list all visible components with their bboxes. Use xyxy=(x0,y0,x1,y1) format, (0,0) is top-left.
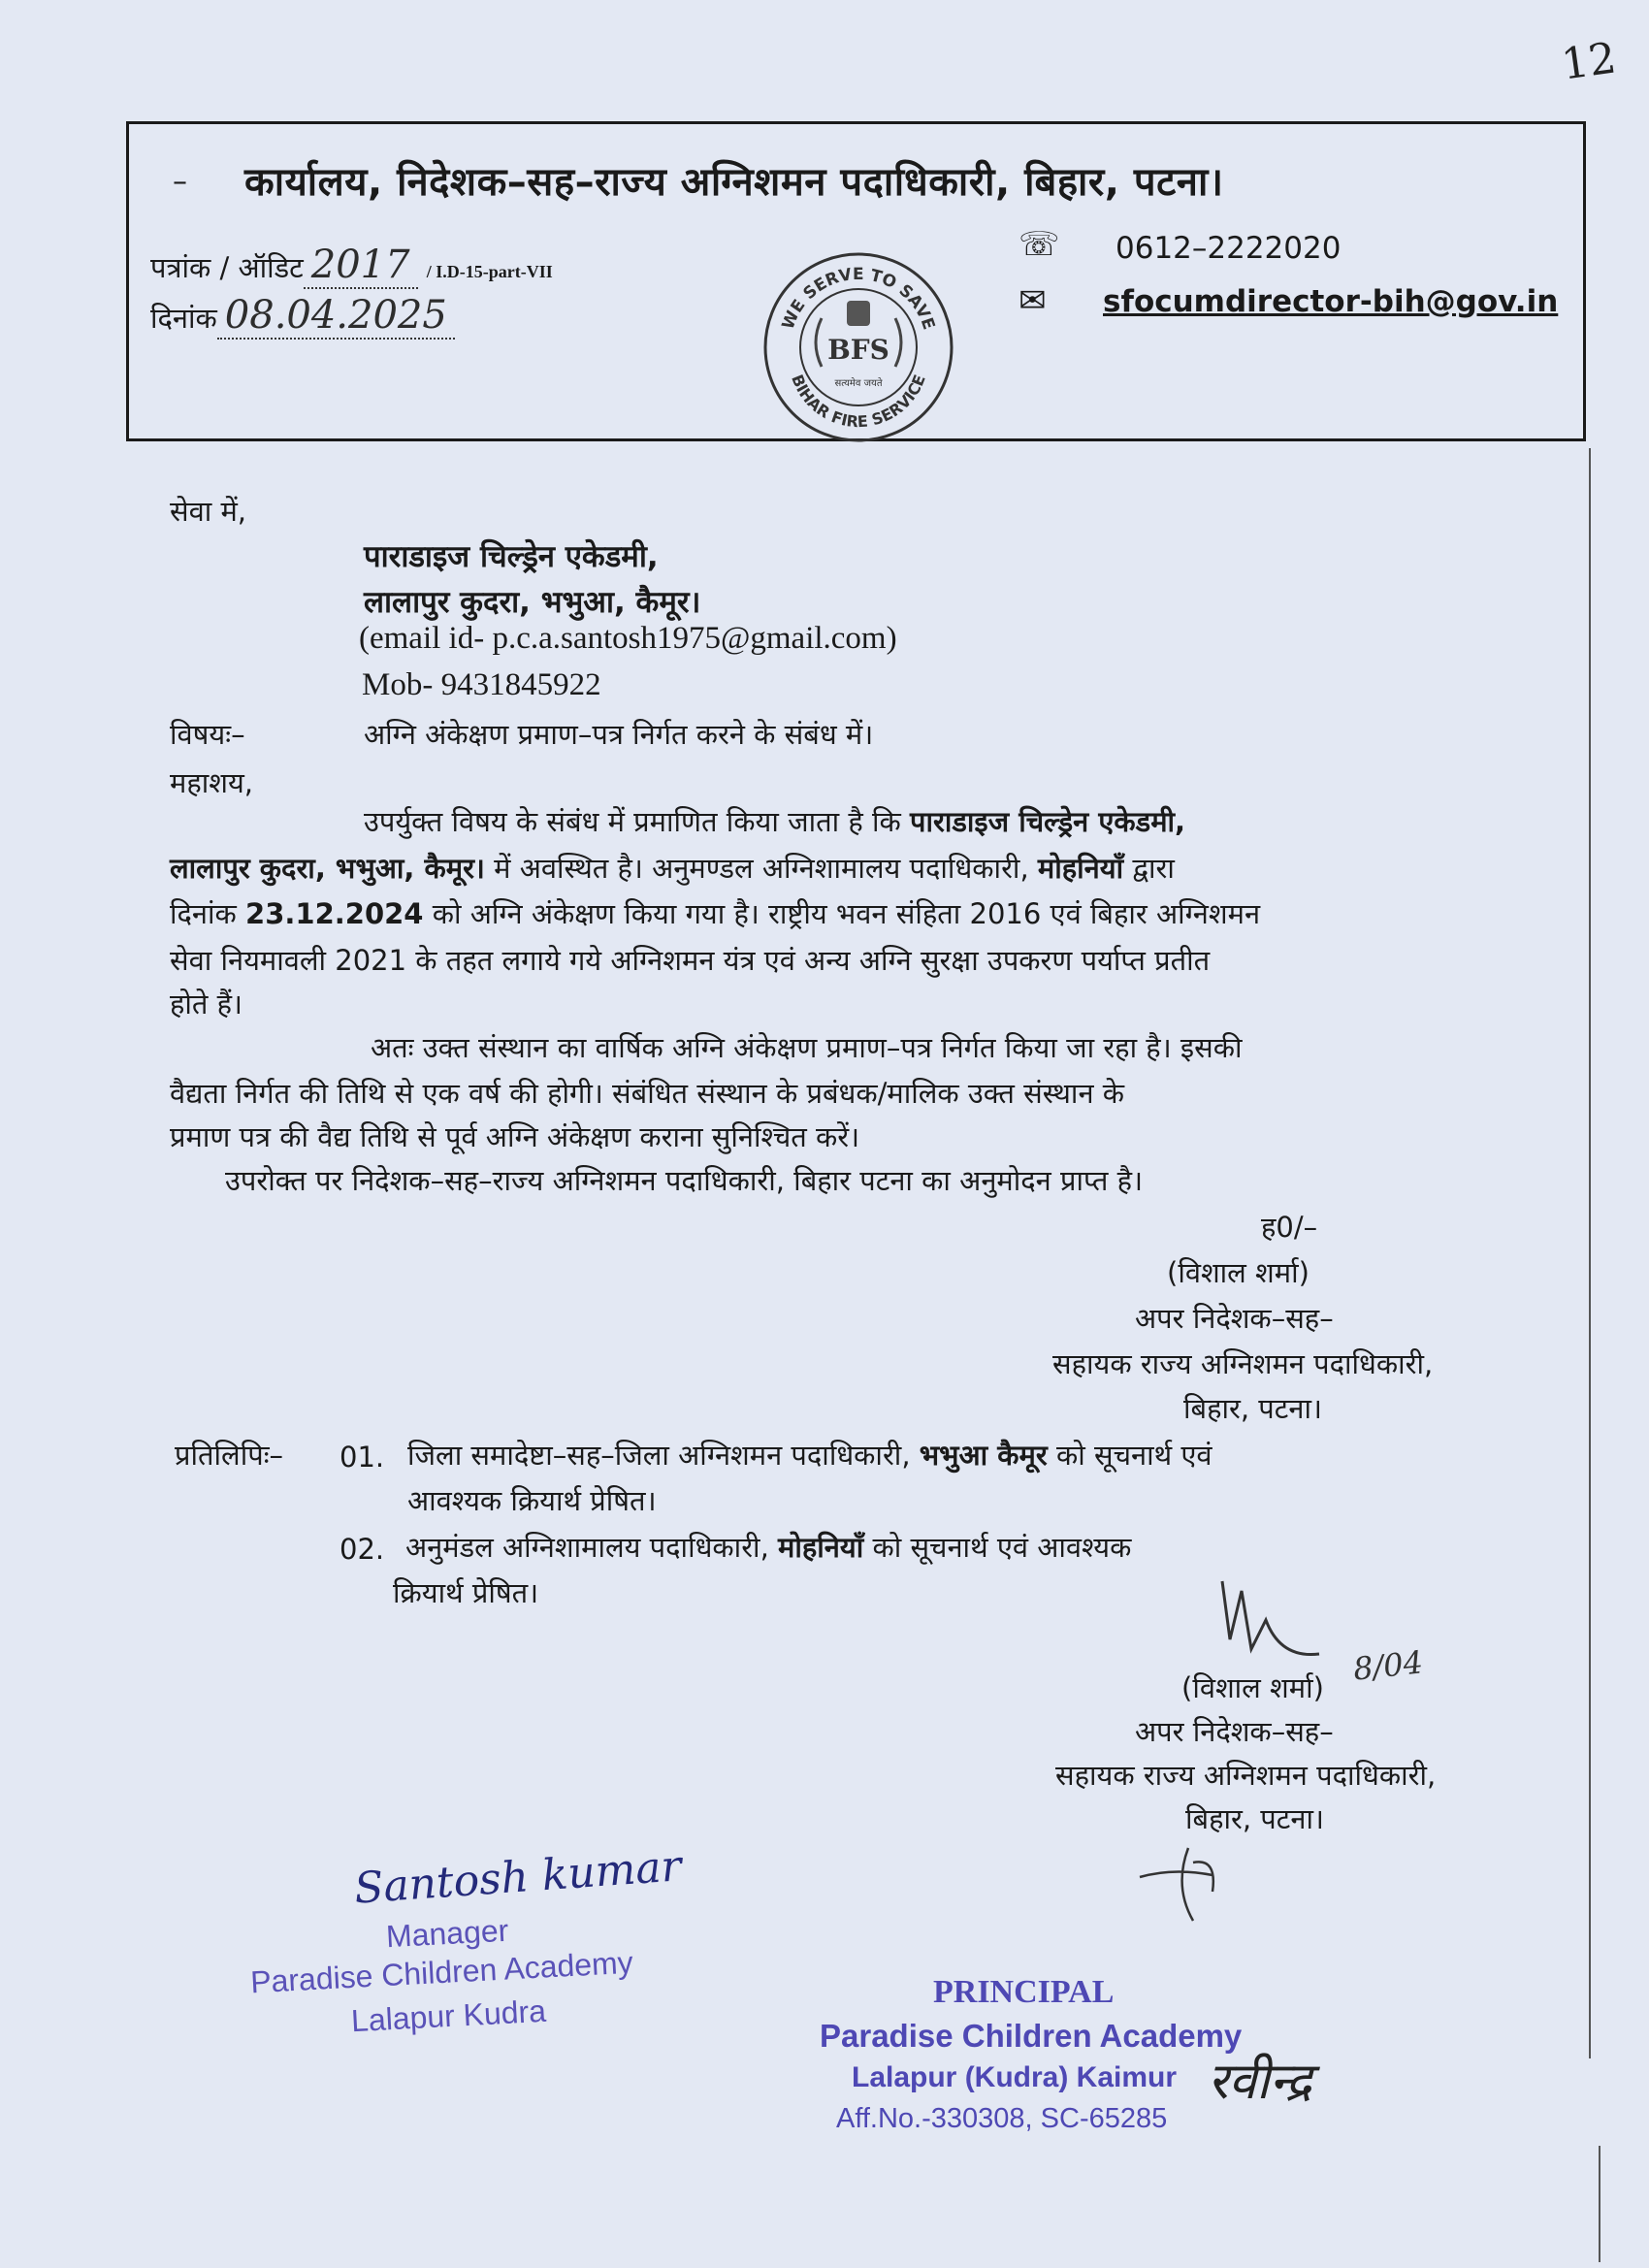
signatory-place: बिहार, पटना। xyxy=(1183,1392,1322,1425)
date-value: 08.04.2025 xyxy=(217,293,455,340)
body-bold: मोहनियाँ xyxy=(1037,852,1124,885)
body-line: सेवा नियमावली 2021 के तहत लगाये गये अग्निशमन यंत्र एवं अन्य अग्नि सुरक्षा उपकरण पर्याप्त प्रतीत xyxy=(170,944,1211,977)
body-line: उपरोक्त पर निदेशक–सह–राज्य अग्निशमन पदाधिकारी, बिहार पटना का अनुमोदन प्राप्त है। xyxy=(225,1164,1144,1197)
emblem-bottom-text: BIHAR FIRE SERVICE xyxy=(788,372,929,432)
manager-signature: Santosh kumar xyxy=(352,1841,684,1914)
signatory-place: बिहार, पटना। xyxy=(1185,1802,1324,1835)
date-line xyxy=(150,293,455,338)
ref-suffix: / I.D-15-part-VII xyxy=(426,262,553,281)
telephone-icon: ☏ xyxy=(1018,225,1060,264)
bihar-fire-service-emblem xyxy=(761,250,955,444)
emblem-motto: सत्यमेव जयते xyxy=(834,378,883,389)
principal-stamp-place: Lalapur (Kudra) Kaimur xyxy=(852,2061,1178,2093)
copy-text: जिला समादेष्टा–सह–जिला अग्निशमन पदाधिकारी, xyxy=(407,1439,911,1472)
address-line-1: पाराडाइज चिल्ड्रेन एकेडमी, xyxy=(364,539,659,574)
principal-stamp-title: PRINCIPAL xyxy=(933,1974,1115,2010)
emblem-center: BFS xyxy=(827,334,889,366)
phone-number: 0612–2222020 xyxy=(1116,231,1342,266)
copy-line xyxy=(405,1526,1131,1570)
body-line: होते हैं। xyxy=(170,988,243,1021)
manager-stamp-place: Lalapur Kudra xyxy=(350,1993,547,2039)
envelope-icon: ✉ xyxy=(1018,281,1047,320)
body-line: अतः उक्त संस्थान का वार्षिक अग्नि अंकेक्षण प्रमाण–पत्र निर्गत किया जा रहा है। इसकी xyxy=(371,1031,1243,1064)
salutation-to: सेवा में, xyxy=(170,495,247,528)
copy-bold: भभुआ कैमूर xyxy=(919,1439,1048,1472)
body-line: वैद्यता निर्गत की तिथि से एक वर्ष की होगी। संबंधित संस्थान के प्रबंधक/मालिक उक्त संस्थान के xyxy=(170,1077,1125,1110)
body-text: में अवस्थित है। अनुमण्डल अग्निशामालय पदाधिकारी, xyxy=(494,852,1029,885)
body-text: द्वारा xyxy=(1132,852,1175,885)
body-line xyxy=(170,892,1260,936)
ref-label: पत्रांक / ऑडिट xyxy=(150,251,304,284)
manager-stamp-title: Manager xyxy=(385,1912,510,1955)
copy-text: अनुमंडल अग्निशामालय पदाधिकारी, xyxy=(405,1531,769,1564)
ref-number: 2017 xyxy=(304,243,418,289)
reference-line xyxy=(150,243,553,287)
body-text: दिनांक xyxy=(170,897,237,930)
copy-number: 02. xyxy=(340,1533,385,1566)
signatory-designation-2: सहायक राज्य अग्निशमन पदाधिकारी, xyxy=(1052,1347,1434,1380)
emblem-top-text: WE SERVE TO SAVE xyxy=(778,264,939,333)
body-text: उपर्युक्त विषय के संबंध में प्रमाणित किया जाता है कि xyxy=(364,805,901,838)
copy-text: को सूचनार्थ एवं xyxy=(1055,1439,1212,1472)
letterhead-title: कार्यालय, निदेशक–सह–राज्य अग्निशमन पदाधिकारी, बिहार, पटना। xyxy=(244,160,1224,205)
copies-label: प्रतिलिपिः– xyxy=(175,1439,284,1472)
address-line-2: लालापुर कुदरा, भभुआ, कैमूर। xyxy=(364,585,701,620)
body-bold: लालापुर कुदरा, भभुआ, कैमूर। xyxy=(170,852,485,885)
initials-mark xyxy=(1135,1838,1242,1926)
body-bold: पाराडाइज चिल्ड्रेन एकेडमी, xyxy=(910,805,1186,838)
principal-signature: रवीन्द्र xyxy=(1208,2053,1312,2111)
signatory-name: (विशाल शर्मा) xyxy=(1167,1256,1310,1289)
copy-number: 01. xyxy=(340,1441,385,1474)
subject-label: विषयः– xyxy=(170,718,245,751)
principal-stamp-affiliation: Aff.No.-330308, SC-65285 xyxy=(836,2103,1168,2134)
signed-mark: ह0/– xyxy=(1261,1211,1318,1244)
copy-text: को सूचनार्थ एवं आवश्यक xyxy=(872,1531,1132,1564)
address-email: (email id- p.c.a.santosh1975@gmail.com) xyxy=(359,621,897,656)
principal-stamp-school: Paradise Children Academy xyxy=(820,2018,1243,2054)
copy-line xyxy=(407,1434,1212,1477)
copy-line: क्रियार्थ प्रेषित। xyxy=(393,1576,539,1609)
greeting: महाशय, xyxy=(170,766,254,799)
manager-stamp-school: Paradise Children Academy xyxy=(249,1944,634,2000)
body-line: प्रमाण पत्र की वैद्य तिथि से पूर्व अग्नि अंकेक्षण कराना सुनिश्चित करें। xyxy=(170,1120,860,1153)
subject-text: अग्नि अंकेक्षण प्रमाण–पत्र निर्गत करने के संबंध में। xyxy=(364,718,874,751)
title-dash: – xyxy=(173,165,187,199)
copy-bold: मोहनियाँ xyxy=(778,1531,864,1564)
page-number: 12 xyxy=(1558,33,1620,90)
margin-line xyxy=(1589,448,1591,2058)
signatory-designation-2: सहायक राज्य अग्निशमन पदाधिकारी, xyxy=(1055,1759,1437,1792)
signatory-name: (विशाल शर्मा) xyxy=(1181,1671,1324,1704)
body-line xyxy=(364,800,1185,844)
body-text: को अग्नि अंकेक्षण किया गया है। राष्ट्रीय भवन संहिता 2016 एवं बिहार अग्निशमन xyxy=(432,897,1261,930)
signature-date: 8/04 xyxy=(1351,1643,1425,1688)
margin-line xyxy=(1599,2146,1600,2262)
signatory-designation-1: अपर निदेशक–सह– xyxy=(1135,1302,1334,1335)
email-address: sfocumdirector-bih@gov.in xyxy=(1103,284,1559,319)
body-line xyxy=(170,847,1175,891)
date-label: दिनांक xyxy=(150,302,217,335)
body-bold: 23.12.2024 xyxy=(245,897,424,930)
signatory-designation-1: अपर निदेशक–सह– xyxy=(1135,1715,1334,1748)
address-mobile: Mob- 9431845922 xyxy=(362,667,601,702)
copy-line: आवश्यक क्रियार्थ प्रेषित। xyxy=(407,1484,657,1517)
